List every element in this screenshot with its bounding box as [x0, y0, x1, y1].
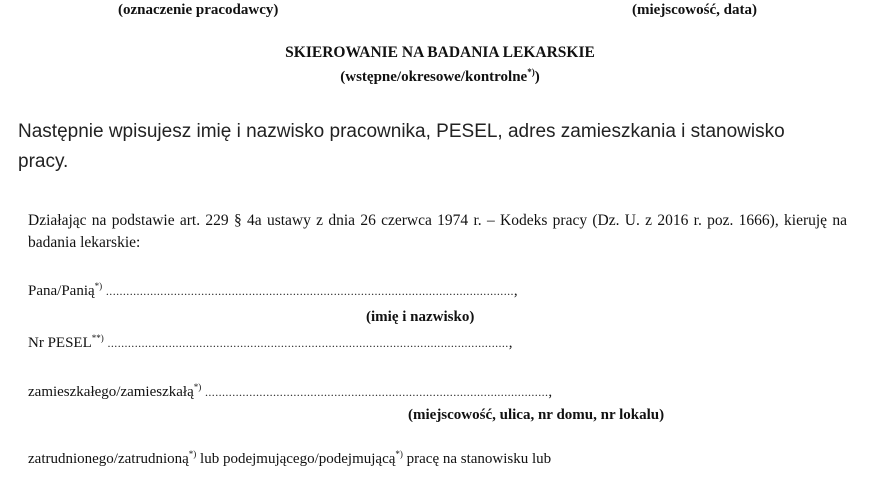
pesel-label: Nr PESEL	[28, 335, 92, 351]
address-fill-line: .....................................................................................................	[205, 385, 549, 399]
employer-caption: (oznaczenie pracodawcy)	[118, 2, 279, 18]
name-field: Pana/Panią*) ........................................................................................................................,	[28, 281, 518, 299]
document-title: SKIEROWANIE NA BADANIA LEKARSKIE	[285, 44, 595, 61]
document-subtitle: (wstępne/okresowe/kontrolne*))	[340, 67, 540, 85]
name-fill-line: ........................................................................................................................	[105, 284, 514, 298]
name-caption: (imię i nazwisko)	[366, 309, 475, 325]
pesel-field: Nr PESEL**) ......................................................................................................................,	[28, 333, 513, 351]
legal-basis-paragraph: Działając na podstawie art. 229 § 4a ustawy z dnia 26 czerwca 1974 r. – Kodeks pracy (Dz. U. z 2016 r. poz. 1666), kieruję na badania lekarskie:	[28, 212, 847, 251]
address-label: zamieszkałego/zamieszkałą	[28, 384, 194, 400]
pesel-fill-line: ......................................................................................................................	[107, 336, 509, 350]
employment-line: zatrudnionego/zatrudnioną*) lub podejmującego/podejmującą*) pracę na stanowisku lub	[28, 449, 552, 467]
name-label: Pana/Panią	[28, 283, 95, 299]
instruction-commentary: Następnie wpisujesz imię i nazwisko pracownika, PESEL, adres zamieszkania i stanowisko pracy.	[18, 121, 785, 172]
address-field: zamieszkałego/zamieszkałą*) .....................................................................................................,	[28, 382, 553, 400]
address-caption: (miejscowość, ulica, nr domu, nr lokalu)	[408, 407, 665, 423]
place-date-caption: (miejscowość, data)	[632, 2, 757, 18]
footnote-mark: *)	[527, 67, 535, 77]
